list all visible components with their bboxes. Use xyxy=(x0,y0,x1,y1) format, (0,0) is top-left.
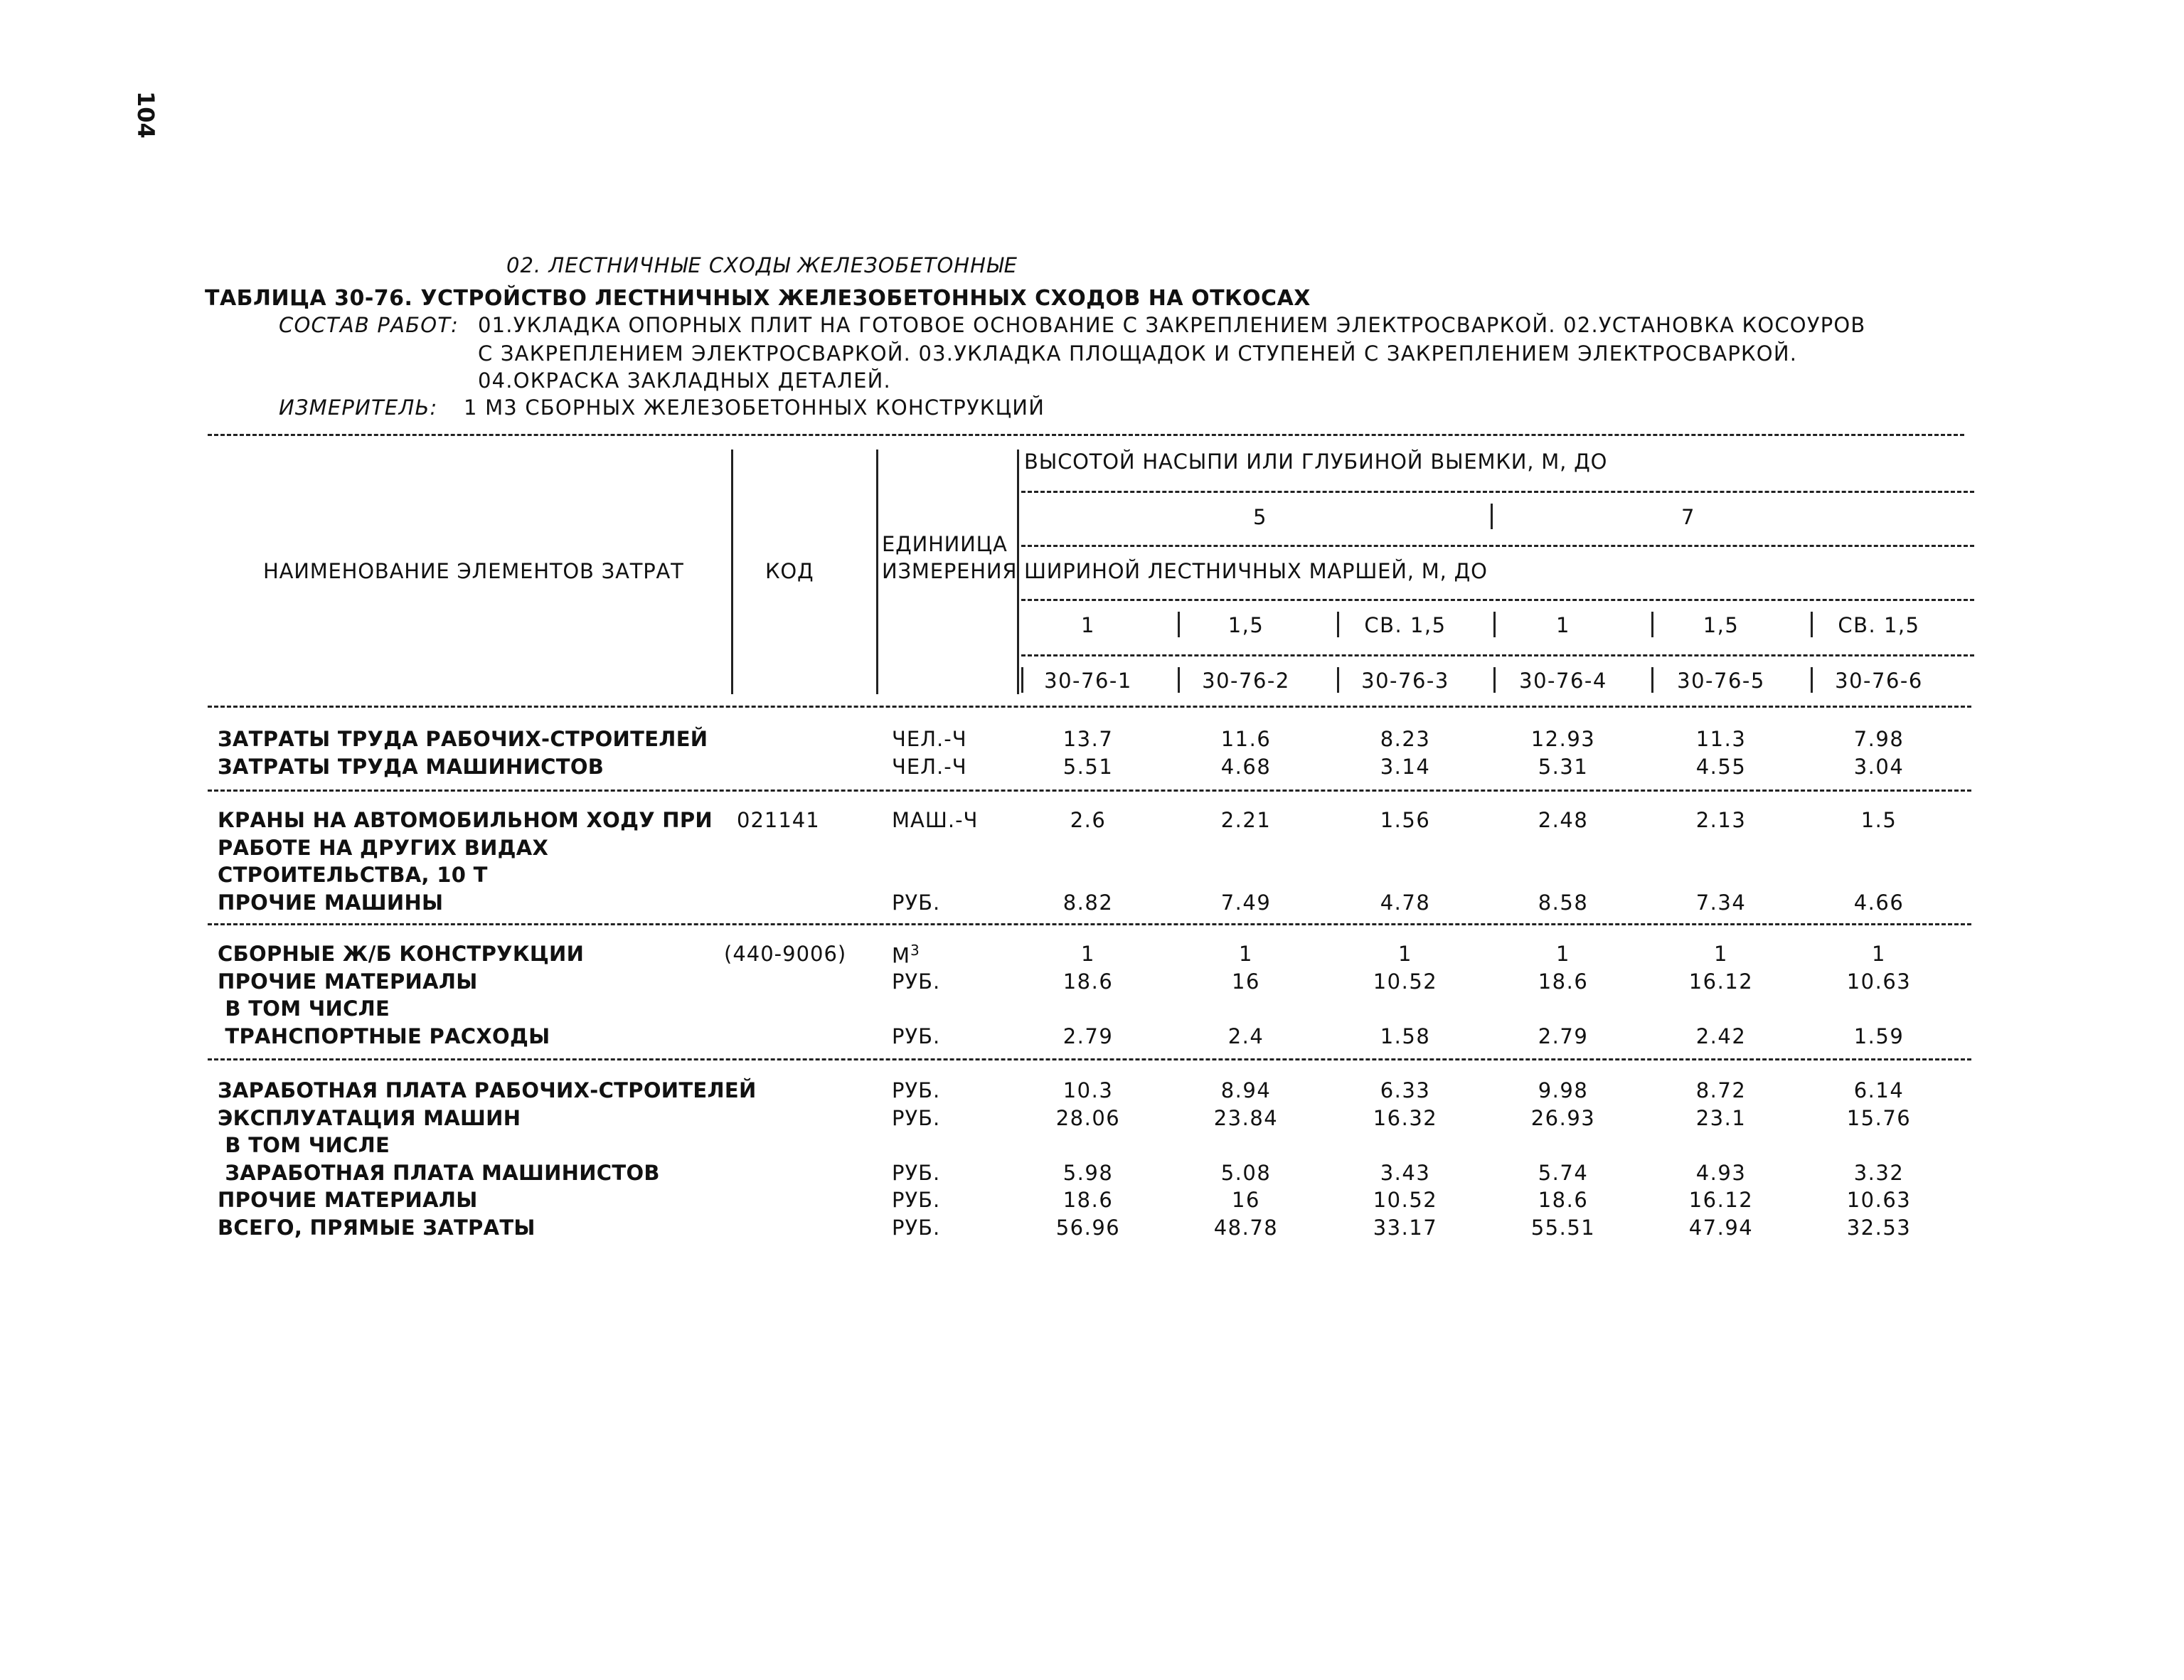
header-width-6: СВ. 1,5 xyxy=(1838,613,1920,637)
row-name: СТРОИТЕЛЬСТВА, 10 Т xyxy=(218,863,488,887)
row-value: 1 xyxy=(1556,942,1570,966)
header-code-divider-4 xyxy=(1493,667,1496,693)
header-divider-unit xyxy=(1017,450,1019,694)
row-value: 1 xyxy=(1714,942,1728,966)
row-value: 47.94 xyxy=(1688,1215,1754,1240)
header-height-caption: ВЫСОТОЙ НАСЫПИ ИЛИ ГЛУБИНОЙ ВЫЕМКИ, М, ДО xyxy=(1024,450,1608,474)
row-name: КРАНЫ НА АВТОМОБИЛЬНОМ ХОДУ ПРИ xyxy=(218,808,713,832)
row-value: 1.59 xyxy=(1853,1024,1905,1048)
row-name: ЗАТРАТЫ ТРУДА МАШИНИСТОВ xyxy=(218,754,604,779)
row-unit: РУБ. xyxy=(892,1078,941,1102)
row-name: ЗАРАБОТНАЯ ПЛАТА РАБОЧИХ-СТРОИТЕЛЕЙ xyxy=(218,1078,757,1102)
header-height-5: 5 xyxy=(1253,505,1267,529)
row-unit: $М^3$ xyxy=(892,942,920,968)
row-value: 1 xyxy=(1872,942,1886,966)
row-value: 4.66 xyxy=(1853,890,1905,915)
header-bottom-rule xyxy=(208,706,1971,708)
measure-label: ИЗМЕРИТЕЛЬ: xyxy=(279,395,438,420)
row-value: 18.6 xyxy=(1538,1188,1589,1212)
row-value: 4.78 xyxy=(1380,890,1431,915)
row-value: 10.63 xyxy=(1846,969,1912,994)
row-value: 1.58 xyxy=(1380,1024,1431,1048)
header-width-divider-3 xyxy=(1493,612,1496,637)
row-value: 26.93 xyxy=(1530,1105,1596,1130)
row-value: 16 xyxy=(1232,1188,1260,1212)
row-value: 4.68 xyxy=(1220,754,1272,779)
row-value: 8.58 xyxy=(1538,890,1589,915)
row-value: 1 xyxy=(1398,942,1412,966)
row-value: 8.72 xyxy=(1695,1078,1747,1102)
composition-line-3: 04.ОКРАСКА ЗАКЛАДНЫХ ДЕТАЛЕЙ. xyxy=(478,368,891,393)
header-width-5: 1,5 xyxy=(1703,613,1740,637)
header-code-divider-6 xyxy=(1811,667,1813,693)
row-value: 18.6 xyxy=(1062,1188,1114,1212)
header-code-3: 30-76-3 xyxy=(1361,669,1449,693)
row-value: 6.33 xyxy=(1380,1078,1431,1102)
row-value: 11.6 xyxy=(1220,727,1272,751)
row-unit: РУБ. xyxy=(892,1024,941,1048)
row-value: 10.52 xyxy=(1373,969,1438,994)
header-rule-1 xyxy=(1021,491,1974,493)
header-divider-name xyxy=(731,450,733,694)
row-value: 1 xyxy=(1239,942,1253,966)
header-width-3: СВ. 1,5 xyxy=(1364,613,1447,637)
row-code: 021141 xyxy=(737,808,820,832)
row-unit: РУБ. xyxy=(892,1215,941,1240)
header-height-divider xyxy=(1491,504,1493,529)
row-value: 16 xyxy=(1232,969,1260,994)
row-value: 9.98 xyxy=(1538,1078,1589,1102)
row-value: 5.08 xyxy=(1220,1160,1272,1185)
header-width-2: 1,5 xyxy=(1227,613,1264,637)
unit-superscript: 3 xyxy=(910,942,920,959)
section-title: 02. ЛЕСТНИЧНЫЕ СХОДЫ ЖЕЛЕЗОБЕТОННЫЕ xyxy=(506,253,1018,277)
row-value: 13.7 xyxy=(1062,727,1114,751)
row-value: 6.14 xyxy=(1853,1078,1905,1102)
row-value: 2.6 xyxy=(1070,808,1107,832)
row-value: 1 xyxy=(1081,942,1095,966)
header-code-6: 30-76-6 xyxy=(1835,669,1923,693)
table-top-rule xyxy=(208,434,1964,436)
row-value: 16.12 xyxy=(1688,969,1754,994)
measure-value: 1 М3 СБОРНЫХ ЖЕЛЕЗОБЕТОННЫХ КОНСТРУКЦИЙ xyxy=(464,395,1045,420)
row-value: 7.49 xyxy=(1220,890,1272,915)
row-value: 5.74 xyxy=(1538,1160,1589,1185)
row-unit: РУБ. xyxy=(892,1105,941,1130)
row-name: ЗАТРАТЫ ТРУДА РАБОЧИХ-СТРОИТЕЛЕЙ xyxy=(218,727,708,751)
header-width-divider-1 xyxy=(1178,612,1180,637)
row-value: 8.94 xyxy=(1220,1078,1272,1102)
row-name: В ТОМ ЧИСЛЕ xyxy=(218,1133,390,1157)
row-value: 4.55 xyxy=(1695,754,1747,779)
header-width-4: 1 xyxy=(1556,613,1570,637)
header-unit-col-2: ИЗМЕРЕНИЯ xyxy=(882,559,1018,583)
header-unit-col-1: ЕДИНИИЦА xyxy=(882,532,1008,556)
row-name: В ТОМ ЧИСЛЕ xyxy=(218,996,390,1021)
row-unit: ЧЕЛ.-Ч xyxy=(892,727,967,751)
row-unit: РУБ. xyxy=(892,1188,941,1212)
row-value: 33.17 xyxy=(1373,1215,1438,1240)
header-code-col: КОД xyxy=(765,559,814,583)
row-value: 3.14 xyxy=(1380,754,1431,779)
header-height-7: 7 xyxy=(1681,505,1695,529)
row-unit: РУБ. xyxy=(892,1160,941,1185)
row-value: 2.48 xyxy=(1538,808,1589,832)
row-value: 23.84 xyxy=(1213,1105,1279,1130)
row-value: 2.79 xyxy=(1538,1024,1589,1048)
header-width-caption: ШИРИНОЙ ЛЕСТНИЧНЫХ МАРШЕЙ, М, ДО xyxy=(1024,559,1488,583)
header-rule-2 xyxy=(1021,545,1974,547)
row-value: 2.42 xyxy=(1695,1024,1747,1048)
header-code-divider-3 xyxy=(1337,667,1339,693)
row-value: 16.32 xyxy=(1373,1105,1438,1130)
header-code-divider-1 xyxy=(1021,667,1023,693)
row-value: 16.12 xyxy=(1688,1188,1754,1212)
group-separator-rule xyxy=(208,1058,1971,1060)
row-unit: РУБ. xyxy=(892,969,941,994)
header-code-2: 30-76-2 xyxy=(1202,669,1290,693)
row-unit: ЧЕЛ.-Ч xyxy=(892,754,967,779)
header-code-5: 30-76-5 xyxy=(1677,669,1765,693)
row-value: 2.21 xyxy=(1220,808,1272,832)
row-value: 48.78 xyxy=(1213,1215,1279,1240)
row-value: 18.6 xyxy=(1538,969,1589,994)
row-value: 4.93 xyxy=(1695,1160,1747,1185)
header-code-4: 30-76-4 xyxy=(1519,669,1607,693)
row-value: 3.43 xyxy=(1380,1160,1431,1185)
row-value: 28.06 xyxy=(1055,1105,1121,1130)
header-width-1: 1 xyxy=(1081,613,1095,637)
row-value: 8.82 xyxy=(1062,890,1114,915)
row-name: ПРОЧИЕ МАТЕРИАЛЫ xyxy=(218,1188,478,1212)
row-value: 5.98 xyxy=(1062,1160,1114,1185)
composition-line-2: С ЗАКРЕПЛЕНИЕМ ЭЛЕКТРОСВАРКОЙ. 03.УКЛАДКА ПЛОЩАДОК И СТУПЕНЕЙ С ЗАКРЕПЛЕНИЕМ ЭЛЕКТРОСВАРКОЙ. xyxy=(478,341,1798,366)
row-name: ПРОЧИЕ МАТЕРИАЛЫ xyxy=(218,969,478,994)
row-value: 2.4 xyxy=(1227,1024,1264,1048)
row-name: СБОРНЫЕ Ж/Б КОНСТРУКЦИИ xyxy=(218,942,585,966)
row-value: 18.6 xyxy=(1062,969,1114,994)
header-divider-code xyxy=(876,450,878,694)
row-value: 1.56 xyxy=(1380,808,1431,832)
row-name: ТРАНСПОРТНЫЕ РАСХОДЫ xyxy=(218,1024,550,1048)
row-name: ПРОЧИЕ МАШИНЫ xyxy=(218,890,444,915)
header-name-col: НАИМЕНОВАНИЕ ЭЛЕМЕНТОВ ЗАТРАТ xyxy=(263,559,684,583)
row-value: 32.53 xyxy=(1846,1215,1912,1240)
row-value: 10.52 xyxy=(1373,1188,1438,1212)
header-width-divider-2 xyxy=(1337,612,1339,637)
row-value: 10.3 xyxy=(1062,1078,1114,1102)
row-value: 5.31 xyxy=(1538,754,1589,779)
row-unit: РУБ. xyxy=(892,890,941,915)
header-rule-3 xyxy=(1021,599,1974,601)
row-value: 15.76 xyxy=(1846,1105,1912,1130)
header-code-divider-2 xyxy=(1178,667,1180,693)
composition-label: СОСТАВ РАБОТ: xyxy=(279,313,459,337)
row-name: ЗАРАБОТНАЯ ПЛАТА МАШИНИСТОВ xyxy=(218,1160,660,1185)
row-value: 55.51 xyxy=(1530,1215,1596,1240)
row-value: 2.13 xyxy=(1695,808,1747,832)
row-value: 5.51 xyxy=(1062,754,1114,779)
row-value: 56.96 xyxy=(1055,1215,1121,1240)
row-value: 1.5 xyxy=(1860,808,1897,832)
row-value: 12.93 xyxy=(1530,727,1596,751)
header-code-1: 30-76-1 xyxy=(1044,669,1132,693)
header-code-divider-5 xyxy=(1651,667,1653,693)
row-value: 7.34 xyxy=(1695,890,1747,915)
row-name: ВСЕГО, ПРЯМЫЕ ЗАТРАТЫ xyxy=(218,1215,536,1240)
row-unit: МАШ.-Ч xyxy=(892,808,979,832)
row-value: 2.79 xyxy=(1062,1024,1114,1048)
composition-line-1: 01.УКЛАДКА ОПОРНЫХ ПЛИТ НА ГОТОВОЕ ОСНОВАНИЕ С ЗАКРЕПЛЕНИЕМ ЭЛЕКТРОСВАРКОЙ. 02.УСТАНОВКА КОСОУРОВ xyxy=(478,313,1866,337)
row-code: (440-9006) xyxy=(724,942,847,966)
row-value: 3.32 xyxy=(1853,1160,1905,1185)
row-value: 8.23 xyxy=(1380,727,1431,751)
row-value: 3.04 xyxy=(1853,754,1905,779)
header-width-divider-5 xyxy=(1811,612,1813,637)
header-rule-4 xyxy=(1021,654,1974,656)
page-number: 104 xyxy=(132,91,159,139)
table-title: ТАБЛИЦА 30-76. УСТРОЙСТВО ЛЕСТНИЧНЫХ ЖЕЛЕЗОБЕТОННЫХ СХОДОВ НА ОТКОСАХ xyxy=(205,286,1311,311)
row-value: 10.63 xyxy=(1846,1188,1912,1212)
row-value: 7.98 xyxy=(1853,727,1905,751)
row-value: 23.1 xyxy=(1695,1105,1747,1130)
row-name: РАБОТЕ НА ДРУГИХ ВИДАХ xyxy=(218,835,549,860)
header-width-divider-4 xyxy=(1651,612,1653,637)
group-separator-rule xyxy=(208,790,1971,792)
group-separator-rule xyxy=(208,923,1971,925)
row-value: 11.3 xyxy=(1695,727,1747,751)
row-name: ЭКСПЛУАТАЦИЯ МАШИН xyxy=(218,1105,521,1130)
